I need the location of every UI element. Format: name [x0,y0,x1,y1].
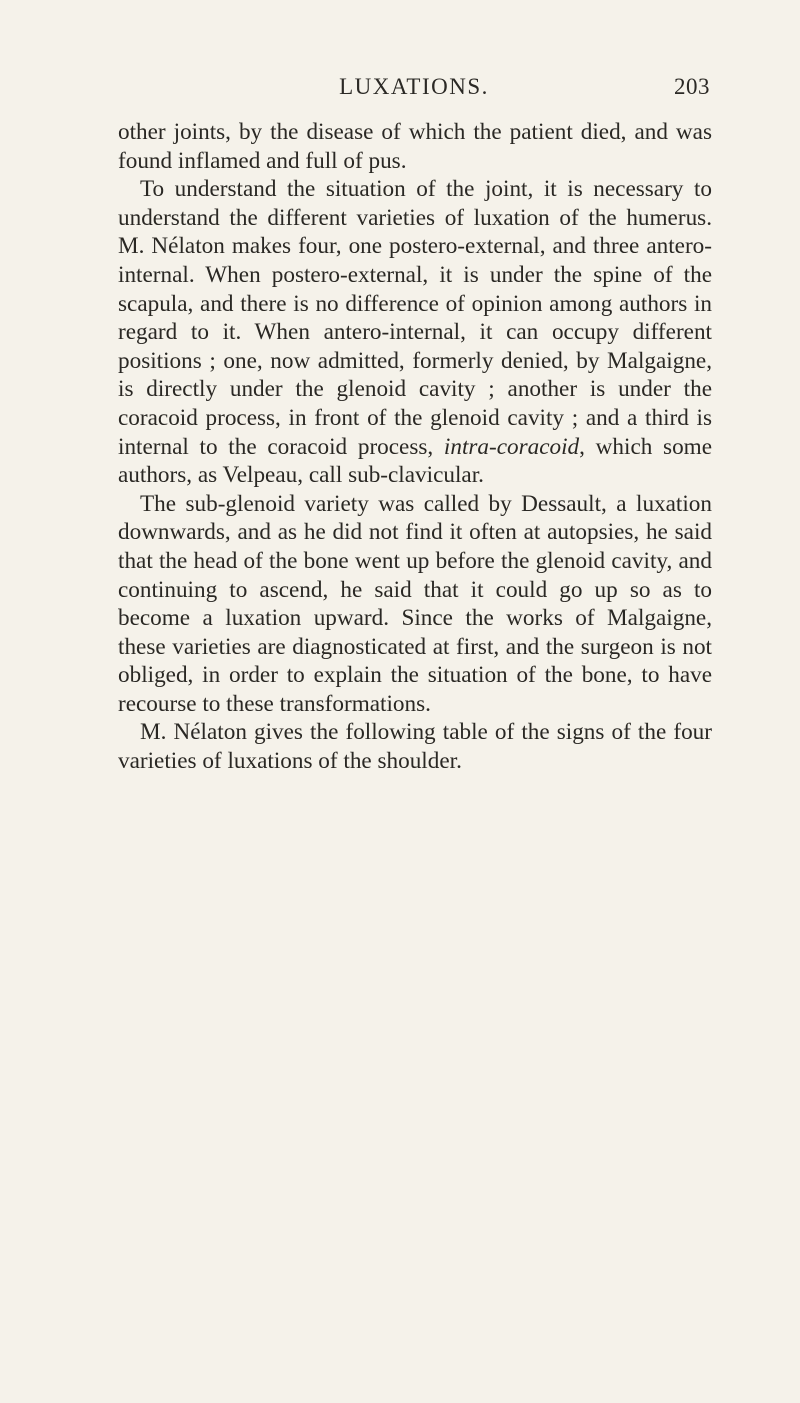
paragraph-sub-glenoid [118,490,712,719]
text-segment: other joints, by the disease of which the patient died, and was found inflamed and full of pus. [118,119,712,174]
paragraph-table-intro [118,718,712,775]
paragraph-continuation [118,118,712,175]
text-segment: M. Nélaton gives the following table of the signs of the four varieties of luxations of the shoulder. [118,719,712,775]
running-title: LUXATIONS. [339,74,489,99]
text-segment: To understand the situation of the joint, it is necessary to understand the different varieties of luxation of the humerus. M. Nélaton makes four, one postero-external, and three antero-internal. When postero-external, it is under the spine of the scapula, and there is no difference of opinion among authors in regard to it. When antero-internal, it can occupy different positions ; one, now admitted, formerly denied, by Malgaigne, is directly under the glenoid cavity ; another is under the coracoid process, in front of the glenoid cavity ; and a third is internal to the coracoid process, [118,176,712,460]
body-text [118,118,712,776]
text-segment: The sub-glenoid variety was called by Dessault, a luxation downwards, and as he did not find it often at autopsies, he said that the head of the bone went up before the glenoid cavity, and continuing to ascend, he said that it could go up so as to become a luxation upward. Since the works of Malgaigne, these varieties are diagnosticated at first, and the surgeon is not obliged, in order to explain the situation of the bone, to have recourse to these transformations. [118,490,712,717]
text-segment: , which some authors, as Velpeau, call sub-clavicular. [118,433,712,489]
page-number: 203 [674,74,710,99]
paragraph-varieties [118,175,712,490]
italic-term: intra-coracoid [443,433,580,460]
running-head [118,74,710,104]
